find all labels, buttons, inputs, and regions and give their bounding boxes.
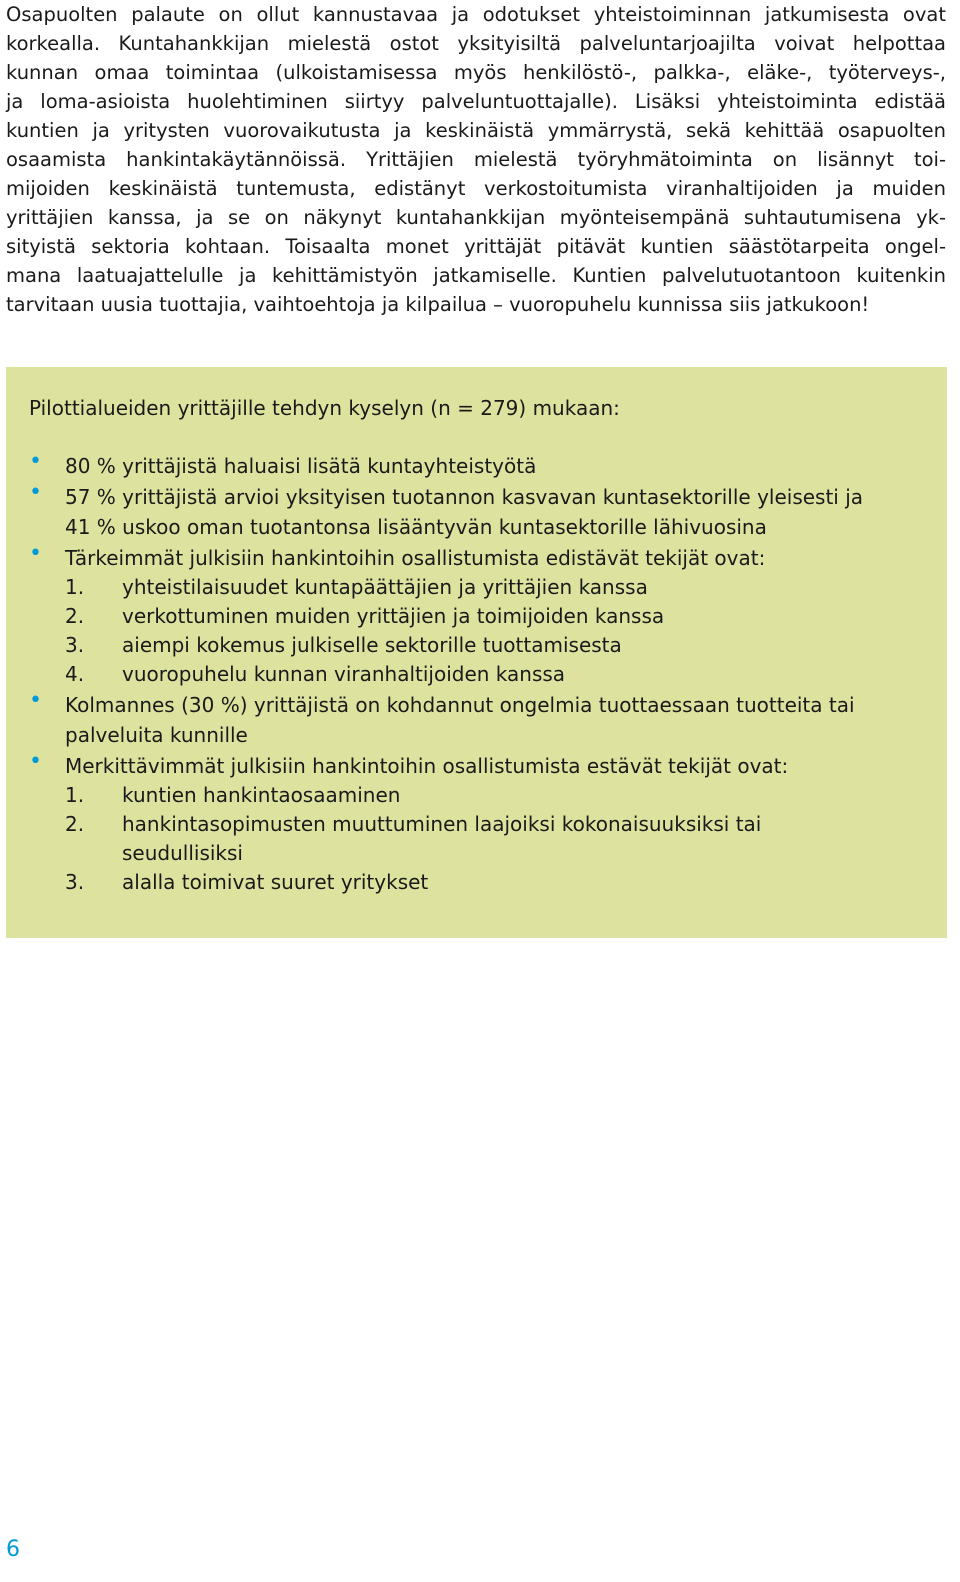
numbered-item	[65, 631, 947, 660]
list-item	[6, 482, 947, 542]
numbered-item-text: seudullisiksi	[122, 841, 243, 865]
list-item-text: 41 % uskoo oman tuotantonsa lisääntyvän kuntasektorille lähivuosina	[65, 515, 767, 539]
page-number: 6	[6, 1537, 20, 1562]
numbered-item-text: vuoropuhelu kunnan viranhaltijoiden kanssa	[122, 662, 566, 686]
list-item	[6, 751, 947, 897]
intro-line: kuntien ja yritysten vuorovaikutusta ja keskinäistä ymmärrystä, sekä kehittää osapuolten	[6, 119, 946, 142]
bullet-icon: •	[29, 749, 42, 774]
item-number: 2.	[65, 812, 85, 836]
bullet-icon: •	[29, 480, 42, 505]
intro-paragraph	[6, 0, 946, 319]
numbered-item-text: alalla toimivat suuret yritykset	[122, 870, 429, 894]
numbered-item	[65, 660, 947, 689]
numbered-item-text: kuntien hankintaosaaminen	[122, 783, 401, 807]
intro-line: mijoiden keskinäistä tuntemusta, edistänyt verkostoitumista viranhaltijoiden ja muiden	[6, 177, 946, 200]
list-item	[6, 451, 947, 481]
item-number: 1.	[65, 783, 85, 807]
intro-line: tarvitaan uusia tuottajia, vaihtoehtoja ja kilpailua – vuoropuhelu kunnissa siis jatkukoon!	[6, 293, 870, 316]
intro-line: Osapuolten palaute on ollut kannustavaa ja odotukset yhteistoiminnan jatkumisesta ovat	[6, 3, 946, 26]
list-item-text: Merkittävimmät julkisiin hankintoihin osallistumista estävät tekijät ovat:	[65, 754, 789, 778]
bullet-icon: •	[29, 688, 42, 713]
numbered-sublist	[65, 781, 947, 897]
numbered-item-text: verkottuminen muiden yrittäjien ja toimijoiden kanssa	[122, 604, 665, 628]
item-number: 1.	[65, 575, 85, 599]
list-item-text: 57 % yrittäjistä arvioi yksityisen tuotannon kasvavan kuntasektorille yleisesti ja	[65, 485, 864, 509]
intro-line: mana laatuajattelulle ja kehittämistyön jatkamiselle. Kuntien palvelutuotantoon kuitenkin	[6, 264, 946, 287]
intro-line: yrittäjien kanssa, ja se on näkynyt kuntahankkijan myönteisempänä suhtautumisena yk-	[6, 206, 946, 229]
item-number: 3.	[65, 870, 85, 894]
numbered-item-text: aiempi kokemus julkiselle sektorille tuottamisesta	[122, 633, 622, 657]
numbered-sublist	[65, 573, 947, 689]
item-number: 4.	[65, 662, 85, 686]
numbered-item-text: yhteistilaisuudet kuntapäättäjien ja yrittäjien kanssa	[122, 575, 648, 599]
numbered-item	[65, 602, 947, 631]
list-item-text: palveluita kunnille	[65, 723, 248, 747]
list-item	[6, 690, 947, 750]
intro-line: sityistä sektoria kohtaan. Toisaalta monet yrittäjät pitävät kuntien säästötarpeita ongel-	[6, 235, 946, 258]
numbered-item	[65, 810, 947, 868]
item-number: 2.	[65, 604, 85, 628]
survey-results-list	[6, 451, 947, 897]
numbered-item	[65, 868, 947, 897]
numbered-item	[65, 781, 947, 810]
bullet-icon: •	[29, 541, 42, 566]
list-item-text: 80 % yrittäjistä haluaisi lisätä kuntayhteistyötä	[65, 454, 537, 478]
intro-line: osaamista hankintakäytännöissä. Yrittäjien mielestä työryhmätoiminta on lisännyt toi-	[6, 148, 946, 171]
intro-line: korkealla. Kuntahankkijan mielestä ostot yksityisiltä palveluntarjoajilta voivat helpottaa	[6, 32, 946, 55]
item-number: 3.	[65, 633, 85, 657]
list-item-text: Tärkeimmät julkisiin hankintoihin osallistumista edistävät tekijät ovat:	[65, 546, 766, 570]
bullet-icon: •	[29, 449, 42, 474]
intro-line: ja loma-asioista huolehtiminen siirtyy palveluntuottajalle). Lisäksi yhteistoiminta edistää	[6, 90, 946, 113]
numbered-item	[65, 573, 947, 602]
intro-line: kunnan omaa toimintaa (ulkoistamisessa myös henkilöstö-, palkka-, eläke-, työterveys-,	[6, 61, 946, 84]
list-item-text: Kolmannes (30 %) yrittäjistä on kohdannut ongelmia tuottaessaan tuotteita tai	[65, 693, 855, 717]
box-title: Pilottialueiden yrittäjille tehdyn kyselyn (n = 279) mukaan:	[29, 396, 620, 420]
numbered-item-text: hankintasopimusten muuttuminen laajoiksi kokonaisuuksiksi tai	[122, 812, 762, 836]
list-item	[6, 543, 947, 689]
survey-highlight-box	[6, 367, 947, 938]
